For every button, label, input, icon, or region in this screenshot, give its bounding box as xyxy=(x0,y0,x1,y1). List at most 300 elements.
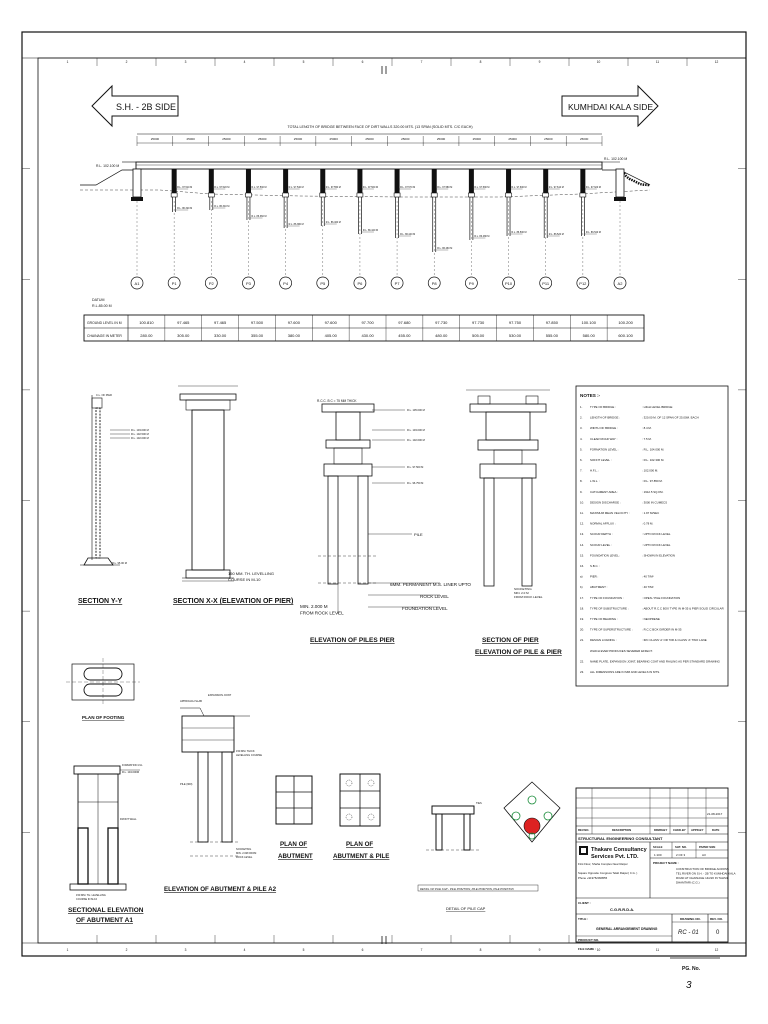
ground-level-cell: 97.600 xyxy=(324,320,337,325)
svg-text:14.: 14. xyxy=(580,542,585,547)
svg-text:ALL DIMENSIONS ARE IN MM AND L: ALL DIMENSIONS ARE IN MM AND LEVELS IN MTS. xyxy=(590,670,660,674)
svg-text:2.: 2. xyxy=(580,415,583,420)
svg-text:FOUNDATION LEVEL :: FOUNDATION LEVEL : xyxy=(590,553,621,558)
chainage-cell: 405.00 xyxy=(324,333,337,338)
approach-left xyxy=(80,170,136,185)
support-label-P1: P1 xyxy=(171,281,177,286)
support-P5 xyxy=(317,169,341,289)
support-P7 xyxy=(391,169,415,289)
min-rock-note: MIN. 2.000 M FROM ROCK LEVEL xyxy=(300,604,344,616)
sectional-elevation-abutment-drawing xyxy=(70,763,143,901)
svg-text:R.L. 86.500 M: R.L. 86.500 M xyxy=(511,231,527,234)
svg-text:R.L. 86.420 M: R.L. 86.420 M xyxy=(362,229,378,232)
total-length-label: TOTAL LENGTH OF BRIDGE BETWEEN FACE OF DIRT WALLS 320.00 MTS. (13 SPAN (SOLID MTS. C/C EACH) xyxy=(287,125,473,129)
note-item xyxy=(590,649,653,653)
note-item xyxy=(580,426,652,430)
svg-text:LENGTH OF BRIDGE :: LENGTH OF BRIDGE : xyxy=(590,415,621,420)
svg-text:: R.L. 102.300 M.: : R.L. 102.300 M. xyxy=(642,458,665,462)
svg-text:PILE (900): PILE (900) xyxy=(180,783,193,786)
svg-text:R.L. 97.510 M: R.L. 97.510 M xyxy=(177,186,193,189)
pile-label: PILE xyxy=(414,532,423,537)
svg-text:15.: 15. xyxy=(580,553,585,558)
ground-level-cell: 97.600 xyxy=(287,320,300,325)
plan-of-footing-drawing xyxy=(66,658,140,706)
grid-col-bottom-4: 4 xyxy=(243,948,246,952)
svg-text:a): a) xyxy=(580,574,583,579)
span-dimension-5: 25000 xyxy=(293,137,303,141)
rock-level-note: ROCK LEVEL xyxy=(420,594,449,599)
grid-col-bottom-1: 1 xyxy=(66,948,69,952)
product-no-label: PRODUCT NO. xyxy=(578,938,599,942)
span-dimension-7: 25000 xyxy=(365,137,374,141)
chainage-cell: 555.00 xyxy=(545,333,558,338)
grid-col-top-1: 1 xyxy=(66,60,69,64)
rl-road-right: R.L. 102.100 M xyxy=(604,157,628,161)
svg-text:: NEOPRENE: : NEOPRENE xyxy=(642,617,660,621)
svg-text:: R.L. 97.850 M.: : R.L. 97.850 M. xyxy=(642,479,663,484)
svg-text:: SHOWN IN ELEVATION: : SHOWN IN ELEVATION xyxy=(642,553,675,558)
svg-text:19.: 19. xyxy=(580,617,585,621)
support-P6 xyxy=(354,169,378,289)
svg-text:: R.C.C BOX GIRDER IN M-35: : R.C.C BOX GIRDER IN M-35 xyxy=(642,627,682,632)
svg-text:FRONT WALL: FRONT WALL xyxy=(120,818,137,821)
svg-text:C.L. OF PIER: C.L. OF PIER xyxy=(96,394,112,397)
svg-text:NAME PLATE, EXPANSION JOINT, B: NAME PLATE, EXPANSION JOINT, BEARING COAT AND RAILING AS PER STANDARD DRAWING xyxy=(590,659,720,664)
svg-text:ROCK LEVEL: ROCK LEVEL xyxy=(236,856,253,859)
sheet-no-header: SHT. NO. xyxy=(675,845,687,849)
svg-text:R.L. 96.750 M: R.L. 96.750 M xyxy=(407,482,424,485)
svg-text:R.L. 105.000 M: R.L. 105.000 M xyxy=(407,409,425,412)
svg-text:: HIGH LEVEL BRIDGE: : HIGH LEVEL BRIDGE xyxy=(642,405,673,409)
chainage-cell: 530.00 xyxy=(508,333,522,338)
elevation-abutment-title: ELEVATION OF ABUTMENT & PILE A2 xyxy=(164,886,277,893)
svg-text:R.L. 97.540 M: R.L. 97.540 M xyxy=(288,186,304,189)
client-label: CLIENT : xyxy=(578,901,591,905)
title-value: GENERAL ARRANGEMENT DRAWING xyxy=(596,927,658,931)
support-P8 xyxy=(428,169,452,289)
support-A2 xyxy=(614,169,626,289)
svg-text:10.: 10. xyxy=(580,500,585,505)
plan-of-abutment-pile-drawing xyxy=(340,774,380,826)
grid-col-top-6: 6 xyxy=(361,60,364,64)
grid-col-top-4: 4 xyxy=(243,60,246,64)
right-side-label: KUMHDAI KALA SIDE xyxy=(568,102,654,112)
client-value: C.G.R.R.D.A. xyxy=(610,907,635,912)
svg-text:17.: 17. xyxy=(580,595,585,600)
note-item xyxy=(580,670,660,674)
svg-text:: 102.000 M.: : 102.000 M. xyxy=(642,468,659,473)
span-dimension-3: 25000 xyxy=(222,137,231,141)
grid-col-bottom-8: 8 xyxy=(479,948,482,952)
svg-text:S.B.C. :: S.B.C. : xyxy=(590,564,600,568)
grid-col-top-2: 2 xyxy=(125,60,128,64)
chainage-cell: 600.100 xyxy=(618,333,633,338)
svg-text:R.L. 97.500 M: R.L. 97.500 M xyxy=(407,466,424,469)
company-address-2: Square Opposite Congress Telab Raipur( C.G. ) xyxy=(578,871,638,875)
svg-text:6.: 6. xyxy=(580,458,583,462)
ground-level-cell: 100.200 xyxy=(618,320,633,325)
page-no-value: 3 xyxy=(686,980,692,991)
support-label-A1: A1 xyxy=(134,281,140,286)
note-item xyxy=(580,511,659,515)
page-stamp xyxy=(670,958,720,991)
ground-level-cell: 97.730 xyxy=(435,320,448,325)
svg-text:SOCKETING: SOCKETING xyxy=(236,848,252,851)
support-label-P11: P11 xyxy=(542,281,550,286)
company-address-3: Phone +919752099555 xyxy=(578,876,608,880)
ground-level-cell: 100.100 xyxy=(581,320,596,325)
svg-text:R.L. 97.580 M: R.L. 97.580 M xyxy=(437,186,453,189)
svg-text:H.F.L. :: H.F.L. : xyxy=(590,468,600,473)
svg-text:R.L. 104.000M: R.L. 104.000M xyxy=(122,771,140,774)
svg-text:8.: 8. xyxy=(580,479,583,484)
support-label-P6: P6 xyxy=(357,281,363,286)
svg-text:CLEAR ROAD WAY :: CLEAR ROAD WAY : xyxy=(590,436,618,441)
detail-pile-cap-drawing xyxy=(426,801,482,850)
note-item xyxy=(580,606,724,610)
svg-text:TYPE OF SUBSTRUCTURE :: TYPE OF SUBSTRUCTURE : xyxy=(590,606,629,611)
plan-footing-title: PLAN OF FOOTING xyxy=(82,715,125,720)
chainage-cell: 580.00 xyxy=(582,333,595,338)
support-P11 xyxy=(540,169,564,289)
span-dimension-13: 25000 xyxy=(579,137,589,141)
ground-level-cell: 97.750 xyxy=(508,320,522,325)
svg-text:3.: 3. xyxy=(580,426,583,431)
grid-col-top-5: 5 xyxy=(302,60,305,64)
sectional-elevation-title-1: SECTIONAL ELEVATION xyxy=(68,907,144,914)
sheet-no-value: 2 OF 3 xyxy=(676,853,686,857)
ground-level-cell: 97.850 xyxy=(545,320,558,325)
ground-level-cell: 97.700 xyxy=(361,320,374,325)
section-pier-drawing xyxy=(466,390,550,586)
ground-level-table xyxy=(84,315,644,341)
ground-line xyxy=(80,190,650,197)
bridge-deck xyxy=(122,162,620,169)
notes-panel xyxy=(576,386,728,686)
left-side-label: S.H. - 2B SIDE xyxy=(116,102,177,112)
chainage-cell: 505.00 xyxy=(472,333,485,338)
svg-text:SCOUR DEPTH :: SCOUR DEPTH : xyxy=(590,532,613,537)
foundation-level-note: FOUNDATION LEVEL xyxy=(402,606,448,611)
scale-header: SCALE xyxy=(653,845,663,849)
support-label-P7: P7 xyxy=(394,281,400,286)
grid-col-bottom-9: 9 xyxy=(538,948,541,952)
chainage-cell: 480.00 xyxy=(435,333,448,338)
grid-col-bottom-7: 7 xyxy=(420,948,423,952)
elevation-abutment-pile-drawing xyxy=(180,693,262,859)
span-dimensions xyxy=(137,136,602,146)
ground-level-cell: 97.680 xyxy=(398,320,411,325)
rev-header-4: APPD.BY xyxy=(691,828,704,832)
svg-text:CATCHMENT AREA :: CATCHMENT AREA : xyxy=(590,489,618,494)
grid-col-bottom-5: 5 xyxy=(302,948,305,952)
span-dimension-12: 25000 xyxy=(544,137,553,141)
svg-text:R.L. 102.500 M: R.L. 102.500 M xyxy=(131,433,149,436)
svg-text:: 1.97 M/SEC: : 1.97 M/SEC xyxy=(642,511,660,515)
support-label-P3: P3 xyxy=(246,281,251,286)
svg-text:TYPE OF SUPERSTRUCTURE :: TYPE OF SUPERSTRUCTURE : xyxy=(590,627,633,632)
scale-value: 1:100 xyxy=(654,853,662,857)
svg-text:PIER :: PIER : xyxy=(590,574,599,579)
support-P3 xyxy=(242,169,266,289)
svg-text:SCOUR LEVEL :: SCOUR LEVEL : xyxy=(590,542,612,547)
svg-text:R.L. 86.540 M: R.L. 86.540 M xyxy=(585,231,601,234)
rev-header-0: REV.NO. xyxy=(578,828,590,832)
svg-text:: ABOUT R.C.C BOX TYPE IN M-35: : ABOUT R.C.C BOX TYPE IN M-35 & PIER SOLID CIRCULAR xyxy=(642,606,724,611)
chainage-cell: 330.00 xyxy=(214,333,227,338)
svg-text:R.L. 103.000 M: R.L. 103.000 M xyxy=(131,429,149,432)
ground-level-cell: 97.465 xyxy=(177,320,190,325)
pile-cap-center-marker xyxy=(524,818,540,834)
ground-level-cell: 97.500 xyxy=(250,320,264,325)
note-item xyxy=(580,659,721,663)
project-description: CONSTRUCTION OF BRIDGE ACROSS TEL RIVER ON S.H. - 2B TO KUMHDAI KALA ROAD AT CHAINAGE 14/220 IN TAHSIL DHAMTARI (C.G.) xyxy=(676,867,736,885)
support-A1 xyxy=(131,169,143,289)
svg-text:R.L. 86.380 M: R.L. 86.380 M xyxy=(288,223,304,226)
span-dimension-11: 25000 xyxy=(508,137,517,141)
svg-text:R.L. 86.520 M: R.L. 86.520 M xyxy=(548,233,564,236)
svg-text:FORMATION LEVEL :: FORMATION LEVEL : xyxy=(590,447,619,452)
ground-level-cell: 97.465 xyxy=(214,320,227,325)
svg-text:11.: 11. xyxy=(580,511,584,515)
svg-text:R.L. 102.600 M: R.L. 102.600 M xyxy=(407,439,425,442)
svg-text:12.: 12. xyxy=(580,521,585,526)
sectional-elevation-title-2: OF ABUTMENT A1 xyxy=(76,917,133,924)
svg-text:: UPTO ROCK LEVEL: : UPTO ROCK LEVEL xyxy=(642,532,671,537)
svg-text:R.L. 86.480 M: R.L. 86.480 M xyxy=(474,235,490,238)
grid-column-labels-top xyxy=(67,58,719,74)
svg-text:5.: 5. xyxy=(580,447,583,452)
support-label-P9: P9 xyxy=(468,281,474,286)
levelling-course-note: 150 MM. TH. LEVELLING COURSE IN M-10 xyxy=(228,571,274,582)
svg-text:APPROACH SLAB: APPROACH SLAB xyxy=(180,700,202,703)
file-name-label: FILE NAME : xyxy=(578,947,596,951)
ground-level-cell: 97.730 xyxy=(472,320,485,325)
svg-text:1.: 1. xyxy=(580,405,583,409)
grid-col-top-7: 7 xyxy=(420,60,423,64)
support-P9 xyxy=(465,169,489,289)
plan-abutment-pile-title-1: PLAN OF xyxy=(346,841,374,848)
svg-text:ABUTMENT :: ABUTMENT : xyxy=(590,585,608,590)
svg-text:TYPE OF FOUNDATION :: TYPE OF FOUNDATION : xyxy=(590,595,624,600)
support-label-P8: P8 xyxy=(431,281,437,286)
svg-text:R.L. 97.550 M: R.L. 97.550 M xyxy=(325,186,341,189)
datum-value: R.L.85.00 M xyxy=(92,304,112,308)
svg-text:9.: 9. xyxy=(580,489,583,494)
rev-no: 0 xyxy=(716,930,720,936)
support-label-P10: P10 xyxy=(504,281,513,286)
section-xx-drawing xyxy=(178,386,238,581)
chainage-cell: 355.00 xyxy=(250,333,264,338)
grid-col-top-9: 9 xyxy=(538,60,541,64)
svg-text:16.: 16. xyxy=(580,564,585,568)
svg-text:L.W.L. :: L.W.L. : xyxy=(590,479,600,484)
svg-text:: R.L. 104.000 M.: : R.L. 104.000 M. xyxy=(642,447,665,452)
svg-text:R.L. 86.400 M: R.L. 86.400 M xyxy=(325,221,341,224)
svg-text:: 40 T/M²: : 40 T/M² xyxy=(642,585,654,590)
support-P10 xyxy=(503,169,527,289)
paper-size-header: PAPER SIZE xyxy=(699,845,716,849)
svg-text:R.L. 86.340 M: R.L. 86.340 M xyxy=(214,205,230,208)
right-side-arrow xyxy=(562,86,658,126)
grid-col-top-12: 12 xyxy=(714,60,719,64)
note-item xyxy=(580,437,652,441)
company-name-2: Services Pvt. LTD. xyxy=(591,854,639,860)
note-item xyxy=(580,564,600,568)
svg-text:21.: 21. xyxy=(580,638,585,643)
svg-text:COURSE IN M-10: COURSE IN M-10 xyxy=(76,898,98,901)
svg-text:: UPTO ROCK LEVEL: : UPTO ROCK LEVEL xyxy=(642,542,671,547)
svg-text:23.: 23. xyxy=(580,670,585,674)
grid-col-top-3: 3 xyxy=(184,60,187,64)
svg-text:WHICH EVER PRODUCES SEVERER EF: WHICH EVER PRODUCES SEVERER EFFECT. xyxy=(590,648,653,653)
grid-col-top-10: 10 xyxy=(596,60,601,64)
svg-text:R.L. 95.00 M: R.L. 95.00 M xyxy=(112,562,127,565)
grid-col-bottom-11: 11 xyxy=(655,948,660,952)
grid-col-top-8: 8 xyxy=(479,60,482,64)
svg-text:20.: 20. xyxy=(580,627,585,632)
liner-note: 6MM. PERMANENT M.S. LINER UPTO xyxy=(390,582,471,587)
grid-col-bottom-3: 3 xyxy=(184,948,187,952)
section-of-pier-title: SECTION OF PIER xyxy=(482,637,539,644)
datum-label: DATUM xyxy=(92,298,105,302)
rev-date: 21-08-2017 xyxy=(707,812,723,816)
svg-text:: 1912.5 SQ.KM.: : 1912.5 SQ.KM. xyxy=(642,489,664,494)
approach-right xyxy=(602,170,650,185)
grid-col-bottom-10: 10 xyxy=(596,948,601,952)
span-dimension-9: 25000 xyxy=(436,137,446,141)
notes-title: NOTES :- xyxy=(580,393,601,398)
svg-text:: 8.4 M.: : 8.4 M. xyxy=(642,426,652,431)
svg-text:DESIGN LOADING :: DESIGN LOADING : xyxy=(590,638,617,643)
span-dimension-8: 25000 xyxy=(401,137,410,141)
span-dimension-1: 25000 xyxy=(150,137,160,141)
svg-text:R.L. 97.600 M: R.L. 97.600 M xyxy=(511,186,527,189)
pile-cap-note: DETAIL OF PILE CAP - PILE POSITION, PILE POSITION, PILE POSITION xyxy=(420,887,514,891)
chainage-cell: 280.00 xyxy=(140,333,153,338)
svg-text:R.L. 103.000 M: R.L. 103.000 M xyxy=(407,429,425,432)
support-label-P2: P2 xyxy=(208,281,214,286)
grid-col-bottom-12: 12 xyxy=(714,948,719,952)
support-P12 xyxy=(577,169,601,289)
grid-col-bottom-2: 2 xyxy=(125,948,128,952)
svg-text:FORMATION LVL: FORMATION LVL xyxy=(122,764,143,767)
svg-text:R.L. 86.320 M: R.L. 86.320 M xyxy=(177,207,193,210)
svg-text:b): b) xyxy=(580,585,583,590)
ground-level-cell: 100.810 xyxy=(139,320,154,325)
svg-text:SOFFIT LEVEL :: SOFFIT LEVEL : xyxy=(590,458,612,462)
svg-text:: 7.5 M.: : 7.5 M. xyxy=(642,436,652,441)
chainage-cell: 430.00 xyxy=(361,333,374,338)
rev-header-2: DRWN.BY xyxy=(654,828,668,832)
note-item xyxy=(580,628,682,632)
rev-no-label: REV. NO. xyxy=(710,917,723,921)
svg-text:R.L. 97.570 M: R.L. 97.570 M xyxy=(400,186,416,189)
drawing-no: RC - 01 xyxy=(678,930,699,936)
title-block xyxy=(576,788,736,942)
drawing-no-label: DRAWING NO. xyxy=(680,917,701,921)
svg-text:R.L. 97.560 M: R.L. 97.560 M xyxy=(362,186,378,189)
elevation-piles-pier-title: ELEVATION OF PILES PIER xyxy=(310,637,395,644)
ground-level-row-label: GROUND LEVEL IN M xyxy=(87,321,122,325)
svg-text:R.L. 86.460 M: R.L. 86.460 M xyxy=(437,247,453,250)
section-yy-drawing xyxy=(80,393,149,565)
support-label-P5: P5 xyxy=(320,281,326,286)
svg-text:R.L. 102.000 M: R.L. 102.000 M xyxy=(131,437,149,440)
support-label-P4: P4 xyxy=(283,281,289,286)
rev-header-5: DATE xyxy=(712,828,720,832)
consultant-label: STRUCTURAL ENGINEERING CONSULTANT xyxy=(578,836,663,841)
svg-text:EXPANSION JOINT: EXPANSION JOINT xyxy=(208,694,232,697)
svg-text:R.L. 97.520 M: R.L. 97.520 M xyxy=(214,186,230,189)
chainage-row-label: CHAINAGE IN METER xyxy=(87,334,122,338)
span-dimension-2: 25000 xyxy=(186,137,195,141)
svg-text:7.: 7. xyxy=(580,468,583,473)
svg-text:R.L. 97.530 M: R.L. 97.530 M xyxy=(251,186,267,189)
span-dimension-10: 25000 xyxy=(472,137,481,141)
plan-of-abutment-drawing xyxy=(276,776,312,824)
svg-text:TYPE OF BRIDGE :: TYPE OF BRIDGE : xyxy=(590,405,616,409)
support-P2 xyxy=(205,169,229,289)
page-no-label: PG. No. xyxy=(682,966,701,972)
paper-size-value: A3 xyxy=(702,853,706,857)
detail-pile-cap-title: DETAIL OF PILE CAP xyxy=(446,906,486,911)
chainage-cell: 380.00 xyxy=(287,333,300,338)
svg-text:R.L. 86.360 M: R.L. 86.360 M xyxy=(251,215,267,218)
svg-text:: OPEN / PILE FOUNDATION: : OPEN / PILE FOUNDATION xyxy=(642,595,681,600)
svg-text:R.L. 97.610 M: R.L. 97.610 M xyxy=(548,186,564,189)
company-name-1: Thakare Consultancy xyxy=(591,847,647,853)
svg-text:R.L. 97.590 M: R.L. 97.590 M xyxy=(474,186,490,189)
svg-text:: 40 T/M²: : 40 T/M² xyxy=(642,574,654,579)
project-label: PROJECT NAME : xyxy=(653,861,679,865)
plan-abutment-title-2: ABUTMENT xyxy=(278,853,313,860)
svg-text:LEVELLING COURSE: LEVELLING COURSE xyxy=(236,754,262,757)
support-P4 xyxy=(280,169,304,289)
svg-text:TYPE OF BEARING :: TYPE OF BEARING : xyxy=(590,617,618,621)
section-xx-title: SECTION X-X (ELEVATION OF PIER) xyxy=(173,598,294,605)
support-P1 xyxy=(168,169,192,289)
company-logo xyxy=(579,846,588,855)
svg-text:MIN. 2.0M FROM: MIN. 2.0M FROM xyxy=(236,852,257,855)
svg-text:: 0.78 M.: : 0.78 M. xyxy=(642,521,654,526)
section-yy-title: SECTION Y-Y xyxy=(78,598,123,605)
svg-text:NORMAL AFFLUX :: NORMAL AFFLUX : xyxy=(590,521,616,526)
elevation-pile-pier-title: ELEVATION OF PILE & PIER xyxy=(475,649,562,656)
chainage-cell: 305.00 xyxy=(177,333,190,338)
svg-text:: IRC CLASS 'A' OR 70R & CLASS: : IRC CLASS 'A' OR 70R & CLASS 'A' TWO LANE xyxy=(642,638,707,643)
chainage-cell: 455.00 xyxy=(398,333,411,338)
company-address-1: First Floor, Shaha Complex Near Raipur xyxy=(578,862,628,866)
socketing-note: SOCKETING MIN. 2.0 M FROM ROCK LEVEL xyxy=(514,587,543,599)
left-side-arrow xyxy=(92,86,178,126)
supports-group xyxy=(131,169,626,289)
plan-abutment-pile-title-2: ABUTMENT & PILE xyxy=(333,853,390,860)
plan-abutment-title-1: PLAN OF xyxy=(280,841,308,848)
pile-cap-plan-drawing xyxy=(504,782,560,842)
rev-header-1: DESCRIPTION xyxy=(612,828,632,832)
svg-text:18.: 18. xyxy=(580,606,585,611)
support-label-A2: A2 xyxy=(617,281,623,286)
svg-text:: 3000 IN CUMECS: : 3000 IN CUMECS xyxy=(642,500,668,505)
svg-text:: 320.00 M. OF 12 SPAN OF 25.0: : 320.00 M. OF 12 SPAN OF 25.00M. EACH xyxy=(642,415,699,420)
svg-text:13.: 13. xyxy=(580,532,585,537)
svg-text:22.: 22. xyxy=(580,659,585,664)
svg-text:WIDTH OF BRIDGE :: WIDTH OF BRIDGE : xyxy=(590,426,618,431)
span-dimension-4: 25000 xyxy=(258,137,267,141)
rcc-cc-note: R.C.C. B C = 75 MM THICK xyxy=(317,399,357,403)
svg-text:R.L. 97.620 M: R.L. 97.620 M xyxy=(585,186,601,189)
